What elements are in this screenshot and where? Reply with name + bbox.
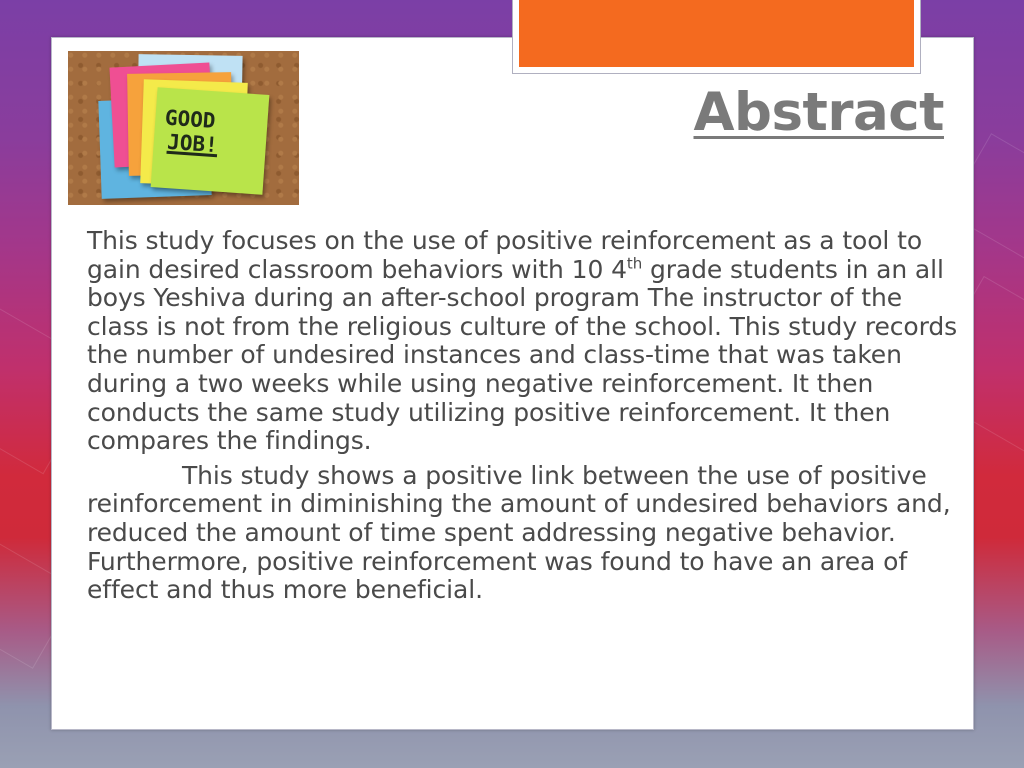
paragraph-1-part-2: grade students in an all boys Yeshiva during an after-school program The instructor of the class is not from the religious culture of the school. This study records the number of undesired instances and class-time that was taken during a two weeks while using negative reinforcement. It then conducts the same study utilizing positive reinforcement. It then compares the findings. xyxy=(87,254,958,456)
sticky-note-text xyxy=(162,106,265,161)
sticky-note-line2: JOB! xyxy=(166,129,219,158)
ordinal-superscript: th xyxy=(626,254,643,273)
paragraph-1-part-1: This study focuses on the use of positive reinforcement as a tool to gain desired classroom behaviors with 10 4 xyxy=(87,226,923,284)
sticky-note-line1: GOOD xyxy=(164,105,217,134)
abstract-paragraph-1 xyxy=(87,227,959,456)
paragraph-2-text: This study shows a positive link between the use of positive reinforcement in diminishing the amount of undesired behaviors and, reduced the amount of time spent addressing negative behavior. Furthermore, positive reinforcement was found to have an area of effect and thus more beneficial. xyxy=(87,460,951,605)
good-job-sticky-notes-image xyxy=(68,51,299,205)
abstract-paragraph-2 xyxy=(87,462,959,605)
slide-title: Abstract xyxy=(693,82,944,143)
abstract-body xyxy=(87,227,959,605)
accent-tab-fill xyxy=(519,0,914,67)
accent-tab xyxy=(512,0,921,74)
